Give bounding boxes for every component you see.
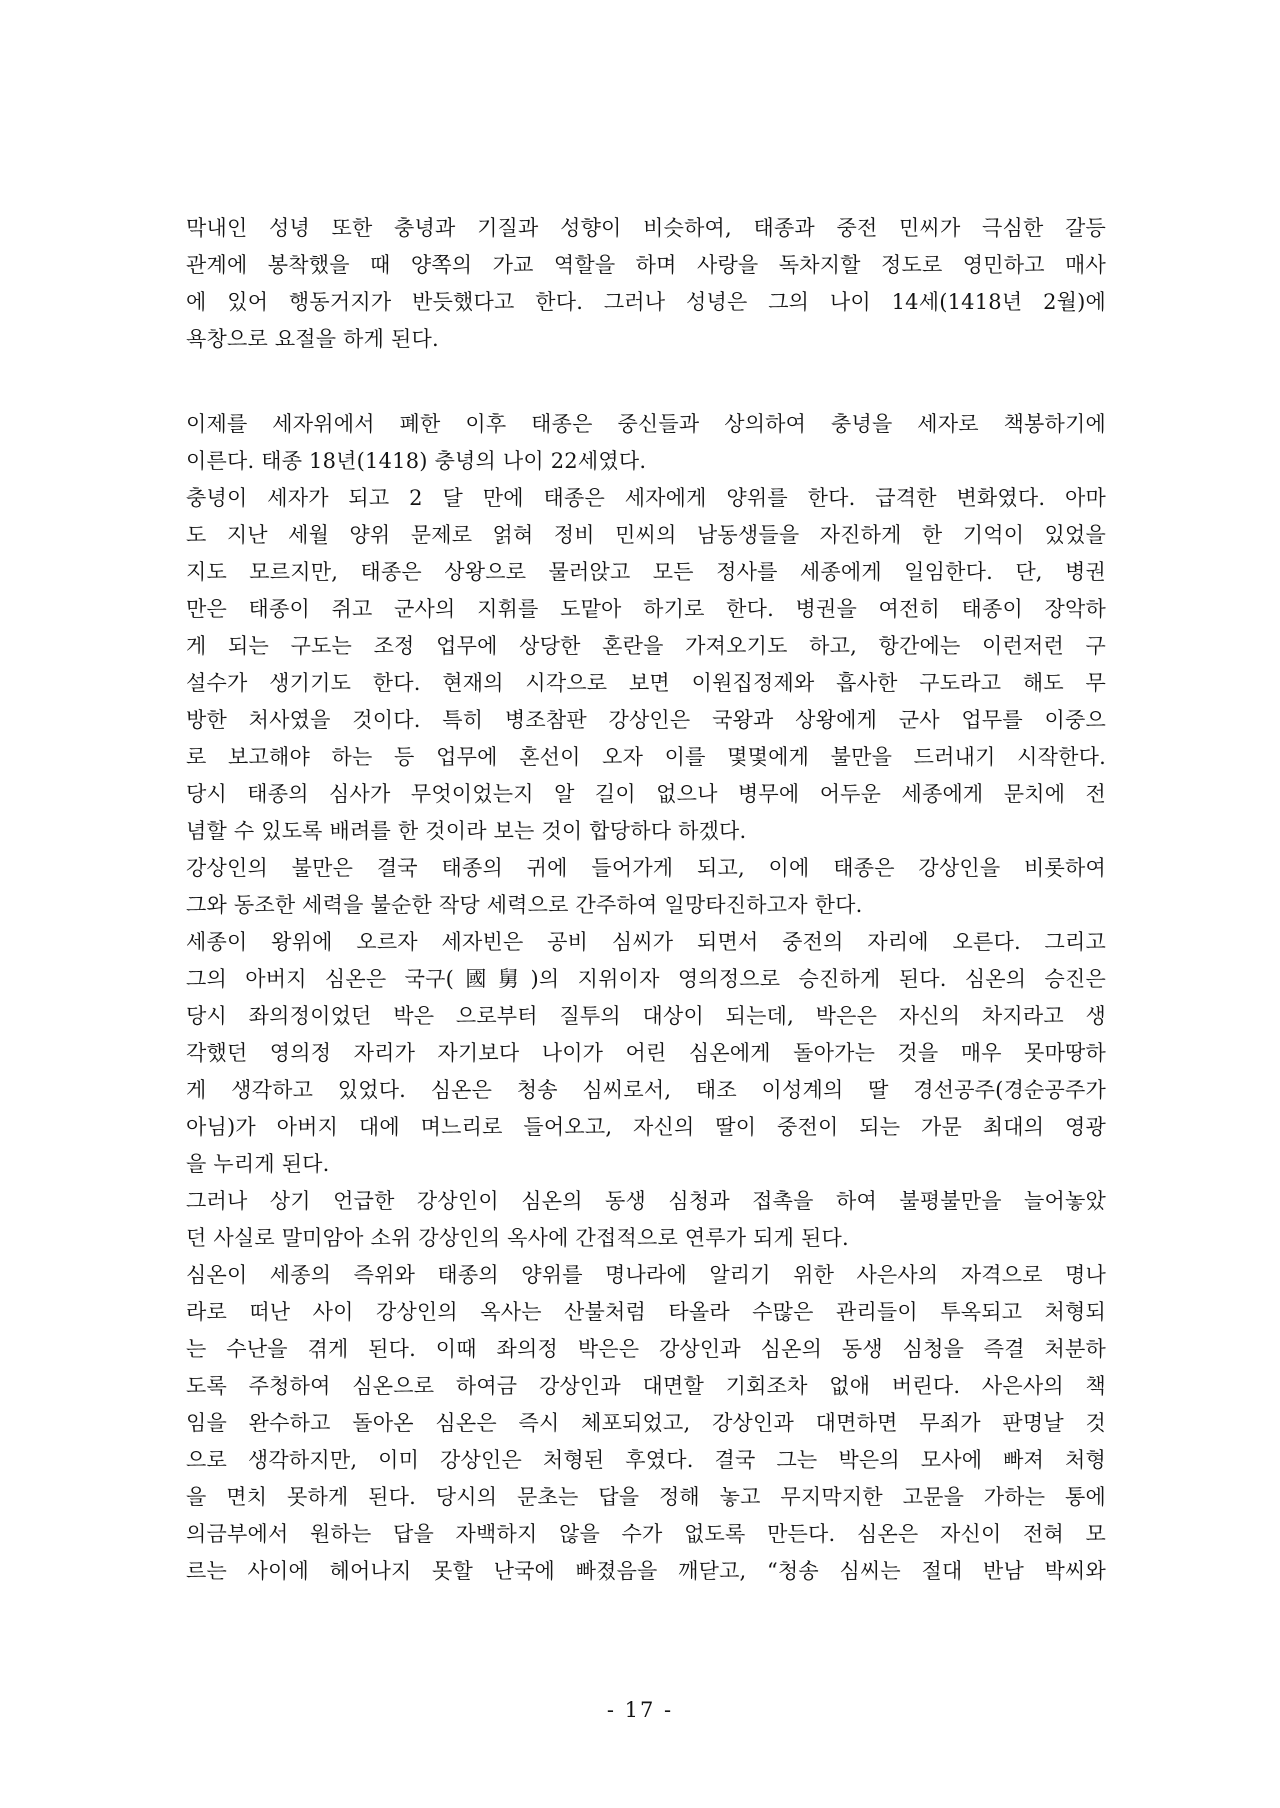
paragraph	[186, 210, 1106, 358]
paragraph-gap	[186, 358, 1106, 406]
text-line: 강상인의 불만은 결국 태종의 귀에 들어가게 되고, 이에 태종은 강상인을 비롯하여	[186, 856, 1106, 880]
text-line: 라로 떠난 사이 강상인의 옥사는 산불처럼 타올라 수많은 관리들이 투옥되고 처형되	[186, 1300, 1106, 1324]
text-line: 각했던 영의정 자리가 자기보다 나이가 어린 심온에게 돌아가는 것을 매우 못마땅하	[186, 1041, 1106, 1065]
text-line: 방한 처사였을 것이다. 특히 병조참판 강상인은 국왕과 상왕에게 군사 업무를 이중으	[186, 708, 1106, 732]
text-line: 관계에 봉착했을 때 양쪽의 가교 역할을 하며 사랑을 독차지할 정도로 영민하고 매사	[186, 253, 1106, 277]
paragraph	[186, 480, 1106, 850]
text-line: 으로 생각하지만, 이미 강상인은 처형된 후였다. 결국 그는 박은의 모사에 빠져 처형	[186, 1448, 1106, 1472]
text-line: 에 있어 행동거지가 반듯했다고 한다. 그러나 성녕은 그의 나이 14세(1418년 2월)에	[186, 290, 1106, 314]
text-line: 만은 태종이 쥐고 군사의 지휘를 도맡아 하기로 한다. 병권을 여전히 태종이 장악하	[186, 597, 1106, 621]
text-line: 도 지난 세월 양위 문제로 얽혀 정비 민씨의 남동생들을 자진하게 한 기억이 있었을	[186, 523, 1106, 547]
text-line: 충녕이 세자가 되고 2 달 만에 태종은 세자에게 양위를 한다. 급격한 변화였다. 아마	[186, 486, 1106, 510]
text-line: 게 되는 구도는 조정 업무에 상당한 혼란을 가져오기도 하고, 항간에는 이런저런 구	[186, 634, 1106, 658]
text-line: 르는 사이에 헤어나지 못할 난국에 빠졌음을 깨닫고, “청송 심씨는 절대 반남 박씨와	[186, 1559, 1106, 1583]
text-line: 욕창으로 요절을 하게 된다.	[186, 327, 439, 351]
text-line: 당시 태종의 심사가 무엇이었는지 알 길이 없으나 병무에 어두운 세종에게 문치에 전	[186, 782, 1106, 806]
text-line: 이제를 세자위에서 폐한 이후 태종은 중신들과 상의하여 충녕을 세자로 책봉하기에	[186, 412, 1106, 436]
text-line: 설수가 생기기도 한다. 현재의 시각으로 보면 이원집정제와 흡사한 구도라고 해도 무	[186, 671, 1106, 695]
text-line: 던 사실로 말미암아 소위 강상인의 옥사에 간접적으로 연루가 되게 된다.	[186, 1226, 849, 1250]
body-text	[186, 210, 1106, 1590]
text-line: 그의 아버지 심온은 국구(國舅)의 지위이자 영의정으로 승진하게 된다. 심온의 승진은	[186, 967, 1106, 991]
text-line: 의금부에서 원하는 답을 자백하지 않을 수가 없도록 만든다. 심온은 자신이 전혀 모	[186, 1522, 1106, 1546]
text-line: 는 수난을 겪게 된다. 이때 좌의정 박은은 강상인과 심온의 동생 심청을 즉결 처분하	[186, 1337, 1106, 1361]
page-number: - 17 -	[606, 1698, 674, 1722]
text-line: 을 누리게 된다.	[186, 1152, 330, 1176]
text-line: 심온이 세종의 즉위와 태종의 양위를 명나라에 알리기 위한 사은사의 자격으로 명나	[186, 1263, 1106, 1287]
text-line: 그와 동조한 세력을 불순한 작당 세력으로 간주하여 일망타진하고자 한다.	[186, 893, 863, 917]
paragraph	[186, 1257, 1106, 1590]
text-line: 세종이 왕위에 오르자 세자빈은 공비 심씨가 되면서 중전의 자리에 오른다. 그리고	[186, 930, 1106, 954]
text-line: 게 생각하고 있었다. 심온은 청송 심씨로서, 태조 이성계의 딸 경선공주(경순공주가	[186, 1078, 1106, 1102]
paragraph	[186, 850, 1106, 924]
text-line: 념할 수 있도록 배려를 한 것이라 보는 것이 합당하다 하겠다.	[186, 819, 747, 843]
text-line: 지도 모르지만, 태종은 상왕으로 물러앉고 모든 정사를 세종에게 일임한다. 단, 병권	[186, 560, 1106, 584]
text-line: 을 면치 못하게 된다. 당시의 문초는 답을 정해 놓고 무지막지한 고문을 가하는 통에	[186, 1485, 1106, 1509]
text-line: 그러나 상기 언급한 강상인이 심온의 동생 심청과 접촉을 하여 불평불만을 늘어놓았	[186, 1189, 1106, 1213]
paragraph	[186, 924, 1106, 1183]
text-line: 로 보고해야 하는 등 업무에 혼선이 오자 이를 몇몇에게 불만을 드러내기 시작한다.	[186, 745, 1106, 769]
paragraph	[186, 406, 1106, 480]
text-line: 도록 주청하여 심온으로 하여금 강상인과 대면할 기회조차 없애 버린다. 사은사의 책	[186, 1374, 1106, 1398]
text-line: 이른다. 태종 18년(1418) 충녕의 나이 22세였다.	[186, 449, 647, 473]
text-line: 임을 완수하고 돌아온 심온은 즉시 체포되었고, 강상인과 대면하면 무죄가 판명날 것	[186, 1411, 1106, 1435]
text-line: 막내인 성녕 또한 충녕과 기질과 성향이 비슷하여, 태종과 중전 민씨가 극심한 갈등	[186, 216, 1106, 240]
text-line: 당시 좌의정이었던 박은 으로부터 질투의 대상이 되는데, 박은은 자신의 차지라고 생	[186, 1004, 1106, 1028]
paragraph	[186, 1183, 1106, 1257]
text-line: 아님)가 아버지 대에 며느리로 들어오고, 자신의 딸이 중전이 되는 가문 최대의 영광	[186, 1115, 1106, 1139]
